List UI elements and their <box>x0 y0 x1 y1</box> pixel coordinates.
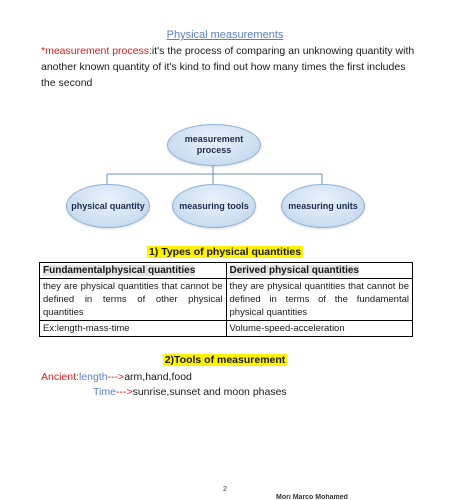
time-label: Time <box>93 386 116 398</box>
page-number: 2 <box>223 486 227 493</box>
table-header-derived: Derived physical quantities <box>226 263 413 279</box>
measurement-process-diagram <box>60 124 390 234</box>
time-arrow: ---> <box>115 386 133 398</box>
intro-term: *measurement process: <box>41 45 152 57</box>
page-title: Physical measurements <box>166 29 284 41</box>
ancient-label: Ancient: <box>41 371 79 383</box>
tools-line-length <box>41 370 192 384</box>
table-cell: they are physical quantities that cannot be defined in terms of other physical quantities <box>40 279 227 321</box>
intro-definition: it's the process of comparing an unknowing quantity with another known quantity of it's kind to find out how many times the first includes the second <box>41 45 415 89</box>
table-cell: they are physical quantities that cannot be defined in terms of the fundamental physical quantities <box>226 279 413 321</box>
table-header-row <box>40 263 413 279</box>
table-cell: Ex:length-mass-time <box>40 321 227 337</box>
intro-paragraph <box>41 43 421 91</box>
node-measuring-units: measuring units <box>281 184 365 228</box>
table-row <box>40 321 413 337</box>
length-items: arm,hand,food <box>124 371 192 383</box>
table-row <box>40 279 413 321</box>
node-physical-quantity: physical quantity <box>66 184 150 228</box>
section-heading-types: 1) Types of physical quantities <box>148 246 302 258</box>
node-measuring-tools: measuring tools <box>172 184 256 228</box>
length-label: length <box>78 371 108 383</box>
footer-author: Mori Marco Mohamed <box>276 494 348 500</box>
quantities-table <box>39 262 413 337</box>
section-heading-tools: 2)Tools of measurement <box>164 354 286 366</box>
table-cell: Volume-speed-acceleration <box>226 321 413 337</box>
time-items: sunrise,sunset and moon phases <box>132 386 287 398</box>
table-header-fundamental: Fundamentalphysical quantities <box>40 263 227 279</box>
length-arrow: ---> <box>107 371 125 383</box>
node-measurement-process: measurement process <box>167 124 261 166</box>
tools-line-time <box>93 385 287 399</box>
